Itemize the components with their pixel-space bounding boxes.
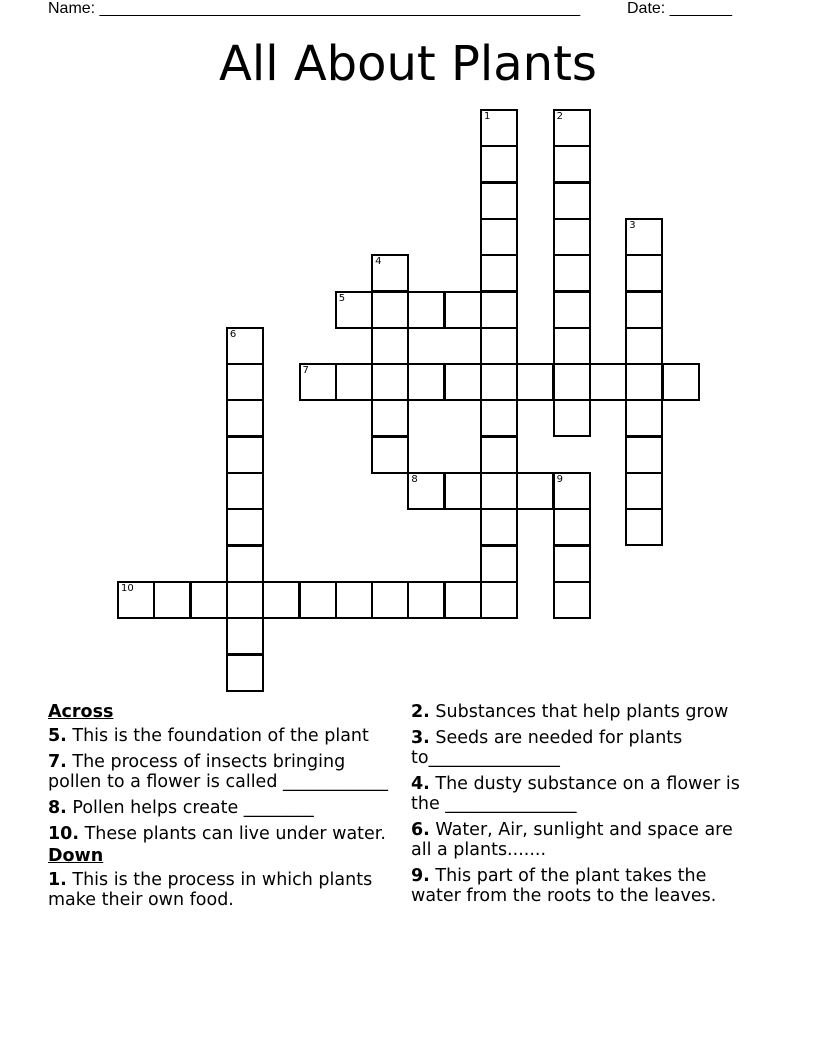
grid-cell[interactable] <box>371 581 409 619</box>
grid-cell[interactable] <box>190 581 228 619</box>
grid-cell[interactable] <box>625 363 663 401</box>
puzzle-title: All About Plants <box>219 36 597 92</box>
grid-cell[interactable] <box>625 436 663 474</box>
grid-cell[interactable] <box>226 545 264 583</box>
grid-cell[interactable] <box>553 109 591 147</box>
grid-cell[interactable] <box>553 145 591 183</box>
grid-cell[interactable] <box>480 436 518 474</box>
grid-cell[interactable] <box>226 508 264 546</box>
clue-across-10: 10. These plants can live under water. <box>48 824 386 844</box>
grid-cell[interactable] <box>299 363 337 401</box>
grid-cell[interactable] <box>553 399 591 437</box>
grid-cell[interactable] <box>226 581 264 619</box>
clues-left-column <box>48 700 393 916</box>
grid-cell[interactable] <box>553 254 591 292</box>
clue-across-5: 5. This is the foundation of the plant <box>48 726 369 746</box>
grid-cell[interactable] <box>516 363 554 401</box>
grid-cell[interactable] <box>553 508 591 546</box>
clue-down-9: 9. This part of the plant takes the water from the roots to the leaves. <box>411 866 717 906</box>
grid-cell[interactable] <box>335 581 373 619</box>
name-field[interactable]: Name: ______________________________________________________ <box>48 0 581 17</box>
grid-clue-number: 4 <box>375 256 382 268</box>
grid-cell[interactable] <box>625 291 663 329</box>
clue-down-6: 6. Water, Air, sunlight and space are all a plants....... <box>411 820 733 860</box>
grid-cell[interactable] <box>444 363 482 401</box>
grid-cell[interactable] <box>589 363 627 401</box>
grid-cell[interactable] <box>480 472 518 510</box>
grid-clue-number: 5 <box>338 292 346 304</box>
grid-cell[interactable] <box>625 327 663 365</box>
grid-cell[interactable] <box>299 581 337 619</box>
grid-cell[interactable] <box>480 363 518 401</box>
grid-cell[interactable] <box>625 399 663 437</box>
grid-cell[interactable] <box>407 291 445 329</box>
clue-across-7: 7. The process of insects bringing pollen to a flower is called ____________ <box>48 752 388 792</box>
grid-cell[interactable] <box>226 617 264 655</box>
grid-cell[interactable] <box>335 363 373 401</box>
grid-clue-number: 8 <box>411 474 418 485</box>
grid-cell[interactable] <box>371 254 409 292</box>
grid-cell[interactable] <box>480 109 518 147</box>
grid-cell[interactable] <box>335 291 373 329</box>
grid-cell[interactable] <box>226 472 264 510</box>
grid-cell[interactable] <box>444 472 482 510</box>
grid-cell[interactable] <box>480 291 518 329</box>
grid-cell[interactable] <box>553 291 591 329</box>
grid-cell[interactable] <box>480 254 518 292</box>
grid-cell[interactable] <box>371 399 409 437</box>
grid-cell[interactable] <box>226 654 264 692</box>
grid-cell[interactable] <box>553 581 591 619</box>
grid-cell[interactable] <box>444 581 482 619</box>
grid-cell[interactable] <box>117 581 155 619</box>
grid-cell[interactable] <box>480 545 518 583</box>
grid-cell[interactable] <box>480 399 518 437</box>
grid-cell[interactable] <box>480 218 518 256</box>
grid-cell[interactable] <box>625 508 663 546</box>
grid-clue-number: 3 <box>629 219 636 231</box>
grid-cell[interactable] <box>625 254 663 292</box>
down-heading: Down <box>48 846 104 866</box>
grid-cell[interactable] <box>553 218 591 256</box>
grid-cell[interactable] <box>407 363 445 401</box>
clue-down-4: 4. The dusty substance on a flower is the _______________ <box>411 774 740 814</box>
grid-cell[interactable] <box>226 327 264 365</box>
grid-cell[interactable] <box>480 508 518 546</box>
clue-down-1: 1. This is the process in which plants make their own food. <box>48 870 373 910</box>
grid-cell[interactable] <box>553 327 591 365</box>
grid-clue-number: 1 <box>484 111 491 122</box>
grid-clue-number: 7 <box>302 365 309 377</box>
grid-clue-number: 9 <box>556 474 563 485</box>
grid-cell[interactable] <box>371 363 409 401</box>
clue-down-2: 2. Substances that help plants grow <box>411 702 729 722</box>
grid-cell[interactable] <box>226 363 264 401</box>
grid-cell[interactable] <box>516 472 554 510</box>
grid-cell[interactable] <box>262 581 300 619</box>
clue-down-3: 3. Seeds are needed for plants to_______________ <box>411 728 683 768</box>
clues-right-column <box>411 700 756 912</box>
clue-across-8: 8. Pollen helps create ________ <box>48 798 314 818</box>
grid-cell[interactable] <box>226 436 264 474</box>
across-heading: Across <box>48 702 114 722</box>
grid-cell[interactable] <box>662 363 700 401</box>
grid-cell[interactable] <box>407 581 445 619</box>
grid-cell[interactable] <box>371 436 409 474</box>
grid-cell[interactable] <box>480 327 518 365</box>
grid-cell[interactable] <box>480 145 518 183</box>
grid-cell[interactable] <box>625 218 663 256</box>
grid-cell[interactable] <box>553 182 591 220</box>
grid-cell[interactable] <box>371 291 409 329</box>
grid-cell[interactable] <box>444 291 482 329</box>
grid-cell[interactable] <box>153 581 191 619</box>
grid-cell[interactable] <box>553 363 591 401</box>
grid-cell[interactable] <box>553 545 591 583</box>
grid-clue-number: 6 <box>229 328 237 340</box>
grid-cell[interactable] <box>625 472 663 510</box>
grid-clue-number: 2 <box>556 111 563 122</box>
date-field[interactable]: Date: _______ <box>627 0 732 17</box>
grid-cell[interactable] <box>226 399 264 437</box>
grid-cell[interactable] <box>480 581 518 619</box>
grid-cell[interactable] <box>480 182 518 220</box>
grid-cell[interactable] <box>553 472 591 510</box>
grid-cell[interactable] <box>407 472 445 510</box>
grid-cell[interactable] <box>371 327 409 365</box>
grid-clue-number: 10 <box>121 582 134 594</box>
